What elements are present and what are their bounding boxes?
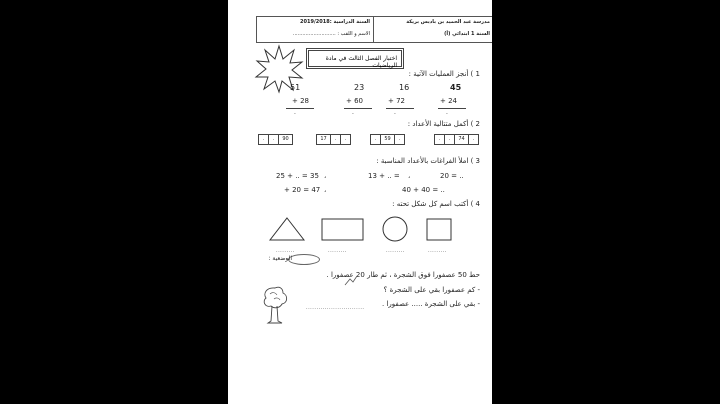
class-label: السنة 1 ابتدائي (أ)	[444, 31, 490, 37]
q3-eq3: 25 + .. = 35	[276, 172, 319, 180]
shape-blank-4[interactable]: .........	[428, 248, 447, 254]
q3-eq5: + 20 = 47	[284, 186, 321, 194]
q3-sep: ،	[324, 172, 327, 180]
situation-line2: - كم عصفورا بقي على الشجرة ؟	[383, 286, 480, 294]
situation-title: الوضعية :	[268, 255, 292, 262]
seq1-cell[interactable]: .	[469, 134, 479, 145]
q3-sep: ،	[408, 172, 411, 180]
shape-blank-3[interactable]: .........	[386, 248, 405, 254]
sequence-2	[370, 134, 405, 144]
q3-eq2: 13 + .. =	[368, 172, 400, 180]
seq2-cell: 59	[381, 134, 395, 145]
seq4-cell[interactable]: .	[258, 134, 269, 145]
seq3-cell[interactable]: .	[341, 134, 351, 145]
shapes-row	[268, 216, 488, 246]
situation-line1: حط 50 عصفورا فوق الشجرة ، ثم طار 20 عصفورا .	[326, 271, 480, 279]
shape-blank-1[interactable]: .........	[276, 248, 295, 254]
header-box	[256, 16, 492, 43]
seq1-cell[interactable]: .	[445, 134, 455, 145]
seq3-cell[interactable]: .	[331, 134, 341, 145]
op3-bottom: + 60	[346, 97, 363, 105]
tree-icon	[260, 284, 290, 324]
seq4-cell: 90	[279, 134, 293, 145]
seq1-cell: 74	[455, 134, 469, 145]
worksheet-page: مدرسة عبد الحميد بن باديس بريكة السنة 1 ابتدائي (أ) السنة الدراسية :2019/2018 الاسم و اللقب : ........................... اختبار الفصل الثالث في مادة الرياضيات 1 ) أنجز العمليات الآتية : 45 + 24 16 + 72 23 + 60 51 + 28 . . . . 2 ) أكمل متتالية الأعداد : . . 74 . . 59 . 17 . . . . 90 3 ) املأ الفراغات بالأعداد المناسبة : 20 = .. ، 13 + .. = ، 25 + .. = 35 40 + 40 = .. ، + 20 = 47 4 ) أكتب اسم كل شكل تحته : ......... ......... ......... ......... الوضعية : حط 50 عصفورا فوق الشجرة ، ثم طار 20 عصفورا . - كم عصفورا بقي على الشجرة ؟ - بقي على الشجرة ..... عصفورا . ............................	[228, 0, 492, 404]
shape-blank-2[interactable]: .........	[328, 248, 347, 254]
q3-label: 3 ) املأ الفراغات بالأعداد المناسبة :	[376, 157, 480, 165]
bird-icon	[344, 275, 358, 287]
school-name: مدرسة عبد الحميد بن باديس بريكة	[406, 19, 490, 25]
situation-title-box	[288, 254, 320, 265]
q3-eq4: 40 + 40 = ..	[402, 186, 445, 194]
op1-top: 45	[450, 83, 462, 92]
q1-label: 1 ) أنجز العمليات الآتية :	[408, 70, 480, 78]
op2-bottom: + 72	[388, 97, 405, 105]
exam-title: اختبار الفصل الثالث في مادة الرياضيات	[325, 55, 397, 69]
name-field: الاسم و اللقب : ...........................	[292, 31, 370, 37]
exam-title-box	[308, 50, 402, 67]
sequence-1	[434, 134, 479, 144]
seq1-cell[interactable]: .	[434, 134, 445, 145]
q3-eq1: 20 = ..	[440, 172, 464, 180]
q3-sep: ،	[324, 186, 327, 194]
op2-top: 16	[399, 83, 410, 92]
seq4-cell[interactable]: .	[269, 134, 279, 145]
op4-top: 51	[290, 83, 301, 92]
square-shape	[427, 219, 451, 240]
op3-top: 23	[354, 83, 365, 92]
seq2-cell[interactable]: .	[370, 134, 381, 145]
op1-bottom: + 24	[440, 97, 457, 105]
q4-label: 4 ) أكتب اسم كل شكل تحته :	[392, 200, 480, 208]
seq2-cell[interactable]: .	[395, 134, 405, 145]
sequence-4	[258, 134, 293, 144]
school-year: السنة الدراسية :2019/2018	[300, 19, 370, 25]
answer-dots: ............................	[306, 305, 365, 311]
rectangle-shape	[322, 219, 363, 240]
q2-label: 2 ) أكمل متتالية الأعداد :	[407, 120, 480, 128]
op4-bottom: + 28	[292, 97, 309, 105]
seq3-cell: 17	[316, 134, 331, 145]
sequence-3	[316, 134, 351, 144]
circle-shape	[383, 217, 407, 241]
situation-line3: - بقي على الشجرة ..... عصفورا .	[382, 300, 480, 308]
triangle-shape	[270, 218, 304, 240]
